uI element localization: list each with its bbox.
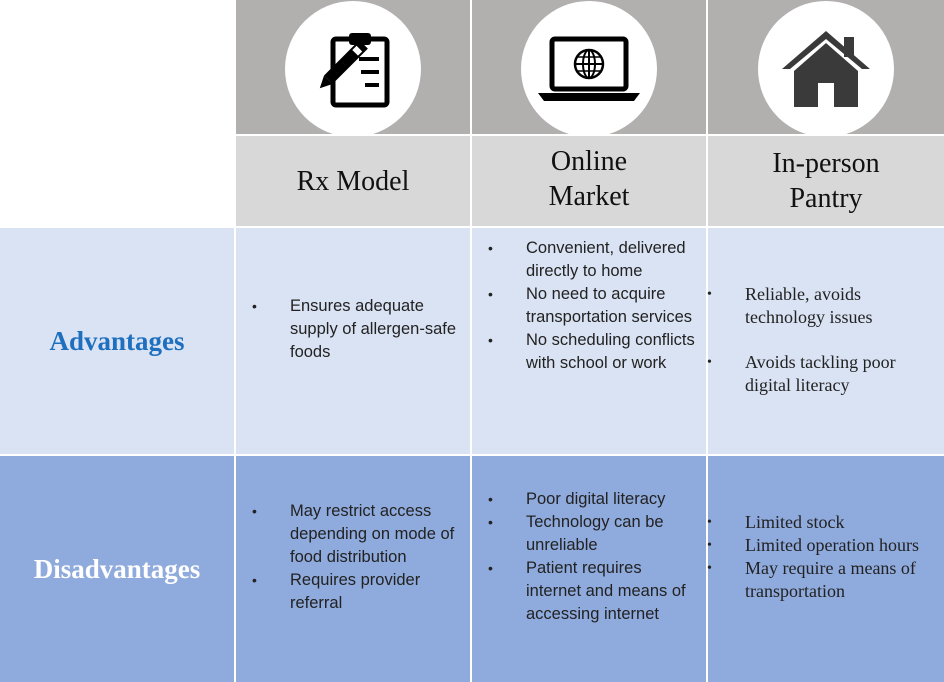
disadvantages-rx-model-cell	[236, 456, 470, 682]
advantages-pantry-cell	[708, 228, 944, 454]
column-header-label-line2: Pantry	[789, 183, 863, 214]
laptop-globe-icon	[534, 27, 644, 111]
list-item: • May require a means of transportation	[745, 557, 937, 603]
icon-cell-online-market	[472, 0, 706, 134]
clipboard-pencil-icon	[311, 27, 395, 111]
column-header-label-line1: In-person	[772, 148, 880, 179]
disadvantages-online-market-cell	[472, 456, 706, 682]
disadvantages-pantry-cell	[708, 456, 944, 682]
list-item: • Requires provider referral	[290, 569, 462, 615]
list-item: • Limited operation hours	[745, 534, 937, 557]
row-label-disadvantages	[0, 456, 234, 682]
icon-cell-rx-model	[236, 0, 470, 134]
bullet-list	[745, 511, 937, 603]
column-header-online-market	[472, 136, 706, 226]
bullet-list	[290, 500, 462, 615]
list-item: • Patient requires internet and means of accessing internet	[526, 557, 700, 626]
bullet-list	[526, 237, 698, 375]
row-label-advantages	[0, 228, 234, 454]
icon-circle	[285, 1, 421, 137]
icon-circle	[758, 1, 894, 137]
column-header-label-line1: Online	[550, 146, 628, 177]
list-item: • Reliable, avoids technology issues	[745, 283, 935, 329]
list-item: • Convenient, delivered directly to home	[526, 237, 698, 283]
list-item: • Poor digital literacy	[526, 488, 700, 511]
house-icon	[778, 27, 874, 111]
icon-circle	[521, 1, 657, 137]
column-header-rx-model	[236, 136, 470, 226]
icon-cell-pantry	[708, 0, 944, 134]
list-item: • Limited stock	[745, 511, 937, 534]
advantages-rx-model-cell	[236, 228, 470, 454]
list-item: • May restrict access depending on mode of food distribution	[290, 500, 462, 569]
list-item: • No need to acquire transportation services	[526, 283, 698, 329]
column-header-pantry	[708, 136, 944, 226]
list-item: • Technology can be unreliable	[526, 511, 700, 557]
bullet-list	[526, 488, 700, 626]
list-item: • Avoids tackling poor digital literacy	[745, 351, 935, 397]
disadvantages-label: Disadvantages	[33, 553, 201, 584]
bullet-list	[290, 295, 460, 364]
column-header-label: Rx Model	[296, 165, 410, 197]
bullet-list	[745, 283, 935, 397]
list-item: • No scheduling conflicts with school or work	[526, 329, 698, 375]
advantages-label: Advantages	[49, 325, 185, 356]
list-item: • Ensures adequate supply of allergen-safe foods	[290, 295, 460, 364]
column-header-label-line2: Market	[548, 181, 630, 212]
advantages-online-market-cell	[472, 228, 706, 454]
